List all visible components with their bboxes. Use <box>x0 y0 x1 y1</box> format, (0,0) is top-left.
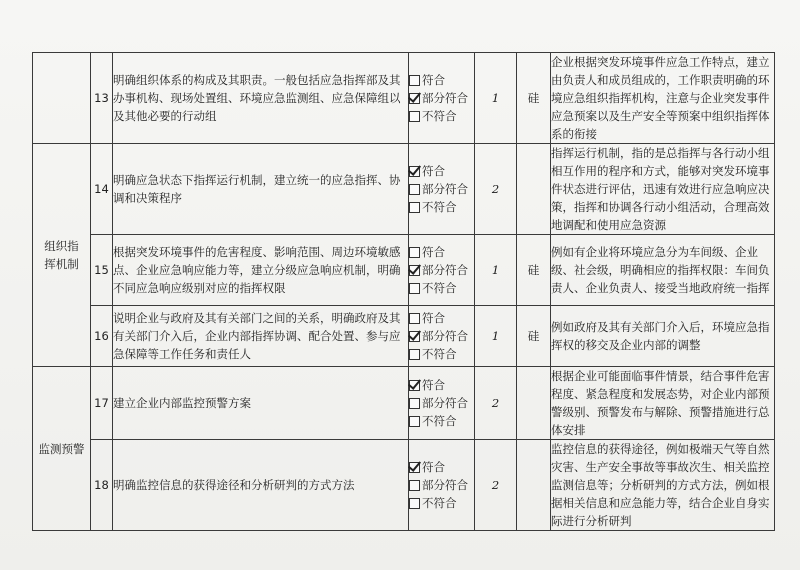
option-label: 不符合 <box>422 200 457 214</box>
table-row <box>33 306 775 367</box>
option-0[interactable] <box>409 376 474 394</box>
checkbox-icon[interactable] <box>409 349 420 360</box>
compliance-options <box>409 235 475 306</box>
row-number: 13 <box>91 53 113 144</box>
compliance-options <box>409 367 475 440</box>
option-2[interactable] <box>409 494 474 512</box>
option-label: 部分符合 <box>422 329 468 343</box>
checkbox-icon[interactable] <box>409 380 420 391</box>
option-2[interactable] <box>409 345 474 363</box>
option-2[interactable] <box>409 279 474 297</box>
handwritten-mark <box>517 367 551 440</box>
requirement-text: 根据突发环境事件的危害程度、影响范围、周边环境敏感点、企业应急响应能力等，建立分级应急响应机制，明确不同应急响应级别对应的指挥权限 <box>113 235 409 306</box>
option-label: 部分符合 <box>422 263 468 277</box>
handwritten-score: 2 <box>475 144 517 235</box>
checkbox-icon[interactable] <box>409 166 420 177</box>
explanation-text: 例如政府及其有关部门介入后，环境应急指挥权的移交及企业内部的调整 <box>551 306 775 367</box>
category-cell-blank <box>33 53 91 144</box>
compliance-options <box>409 144 475 235</box>
row-number: 17 <box>91 367 113 440</box>
handwritten-score: 1 <box>475 53 517 144</box>
requirement-text: 明确应急状态下指挥运行机制，建立统一的应急指挥、协调和决策程序 <box>113 144 409 235</box>
option-label: 符合 <box>422 311 445 325</box>
option-label: 符合 <box>422 378 445 392</box>
option-label: 不符合 <box>422 109 457 123</box>
handwritten-mark: 硅 <box>517 53 551 144</box>
checkbox-icon[interactable] <box>409 331 420 342</box>
handwritten-score: 1 <box>475 306 517 367</box>
option-0[interactable] <box>409 309 474 327</box>
requirement-text: 明确监控信息的获得途径和分析研判的方式方法 <box>113 440 409 531</box>
explanation-text: 企业根据突发环境事件应急工作特点，建立由负责人和成员组成的，工作职责明确的环境应急组织指挥机构，注意与企业突发事件应急预案以及生产安全等预案中组织指挥体系的衔接 <box>551 53 775 144</box>
row-number: 16 <box>91 306 113 367</box>
compliance-options <box>409 53 475 144</box>
explanation-text: 指挥运行机制，指的是总指挥与各行动小组相互作用的程序和方式，能够对突发环境事件状态进行评估，迅速有效进行应急响应决策，指挥和协调各行动小组活动，合理高效地调配和使用应急资源 <box>551 144 775 235</box>
requirement-text: 建立企业内部监控预警方案 <box>113 367 409 440</box>
category-monitoring <box>33 367 91 531</box>
explanation-text: 根据企业可能面临事件情景，结合事件危害程度、紧急程度和发展态势，对企业内部预警级别、预警发布与解除、预警措施进行总体安排 <box>551 367 775 440</box>
requirement-text: 明确组织体系的构成及其职责。一般包括应急指挥部及其办事机构、现场处置组、环境应急监测组、应急保障组以及其他必要的行动组 <box>113 53 409 144</box>
handwritten-score: 1 <box>475 235 517 306</box>
category-org-command <box>33 144 91 367</box>
checkbox-icon[interactable] <box>409 75 420 86</box>
option-label: 部分符合 <box>422 182 468 196</box>
checkbox-icon[interactable] <box>409 247 420 258</box>
option-1[interactable] <box>409 476 474 494</box>
checkbox-icon[interactable] <box>409 480 420 491</box>
checkbox-icon[interactable] <box>409 416 420 427</box>
assessment-table <box>32 52 775 531</box>
checkbox-icon[interactable] <box>409 462 420 473</box>
option-1[interactable] <box>409 89 474 107</box>
row-number: 18 <box>91 440 113 531</box>
compliance-options <box>409 306 475 367</box>
checkbox-icon[interactable] <box>409 283 420 294</box>
option-label: 部分符合 <box>422 396 468 410</box>
option-label: 符合 <box>422 245 445 259</box>
option-label: 符合 <box>422 73 445 87</box>
handwritten-score: 2 <box>475 440 517 531</box>
option-label: 部分符合 <box>422 91 468 105</box>
table-row <box>33 440 775 531</box>
option-1[interactable] <box>409 327 474 345</box>
checkbox-icon[interactable] <box>409 202 420 213</box>
table-row <box>33 53 775 144</box>
option-1[interactable] <box>409 394 474 412</box>
option-0[interactable] <box>409 71 474 89</box>
option-label: 部分符合 <box>422 478 468 492</box>
category-label: 监测预警 <box>38 441 85 456</box>
row-number: 14 <box>91 144 113 235</box>
row-number: 15 <box>91 235 113 306</box>
option-label: 符合 <box>422 164 445 178</box>
compliance-options <box>409 440 475 531</box>
checkbox-icon[interactable] <box>409 498 420 509</box>
category-label: 组织指挥机制 <box>44 239 79 271</box>
option-2[interactable] <box>409 198 474 216</box>
option-1[interactable] <box>409 180 474 198</box>
checkbox-icon[interactable] <box>409 313 420 324</box>
option-label: 不符合 <box>422 347 457 361</box>
table-row <box>33 144 775 235</box>
option-0[interactable] <box>409 162 474 180</box>
checkbox-icon[interactable] <box>409 265 420 276</box>
handwritten-mark <box>517 144 551 235</box>
option-label: 不符合 <box>422 414 457 428</box>
option-1[interactable] <box>409 261 474 279</box>
checkbox-icon[interactable] <box>409 398 420 409</box>
option-2[interactable] <box>409 107 474 125</box>
checkbox-icon[interactable] <box>409 93 420 104</box>
option-0[interactable] <box>409 243 474 261</box>
handwritten-mark: 硅 <box>517 235 551 306</box>
explanation-text: 监控信息的获得途径，例如极端天气等自然灾害、生产安全事故等事故次生、相关监控监测信息等；分析研判的方式方法，例如根据相关信息和应急能力等，结合企业自身实际进行分析研判 <box>551 440 775 531</box>
option-label: 符合 <box>422 460 445 474</box>
handwritten-mark <box>517 440 551 531</box>
checkbox-icon[interactable] <box>409 184 420 195</box>
option-2[interactable] <box>409 412 474 430</box>
explanation-text: 例如有企业将环境应急分为车间级、企业级、社会级，明确相应的指挥权限：车间负责人、企业负责人、接受当地政府统一指挥 <box>551 235 775 306</box>
option-label: 不符合 <box>422 496 457 510</box>
table-row <box>33 235 775 306</box>
handwritten-score: 2 <box>475 367 517 440</box>
handwritten-mark: 硅 <box>517 306 551 367</box>
option-label: 不符合 <box>422 281 457 295</box>
table-row <box>33 367 775 440</box>
requirement-text: 说明企业与政府及其有关部门之间的关系，明确政府及其有关部门介入后，企业内部指挥协调、配合处置、参与应急保障等工作任务和责任人 <box>113 306 409 367</box>
option-0[interactable] <box>409 458 474 476</box>
checkbox-icon[interactable] <box>409 111 420 122</box>
